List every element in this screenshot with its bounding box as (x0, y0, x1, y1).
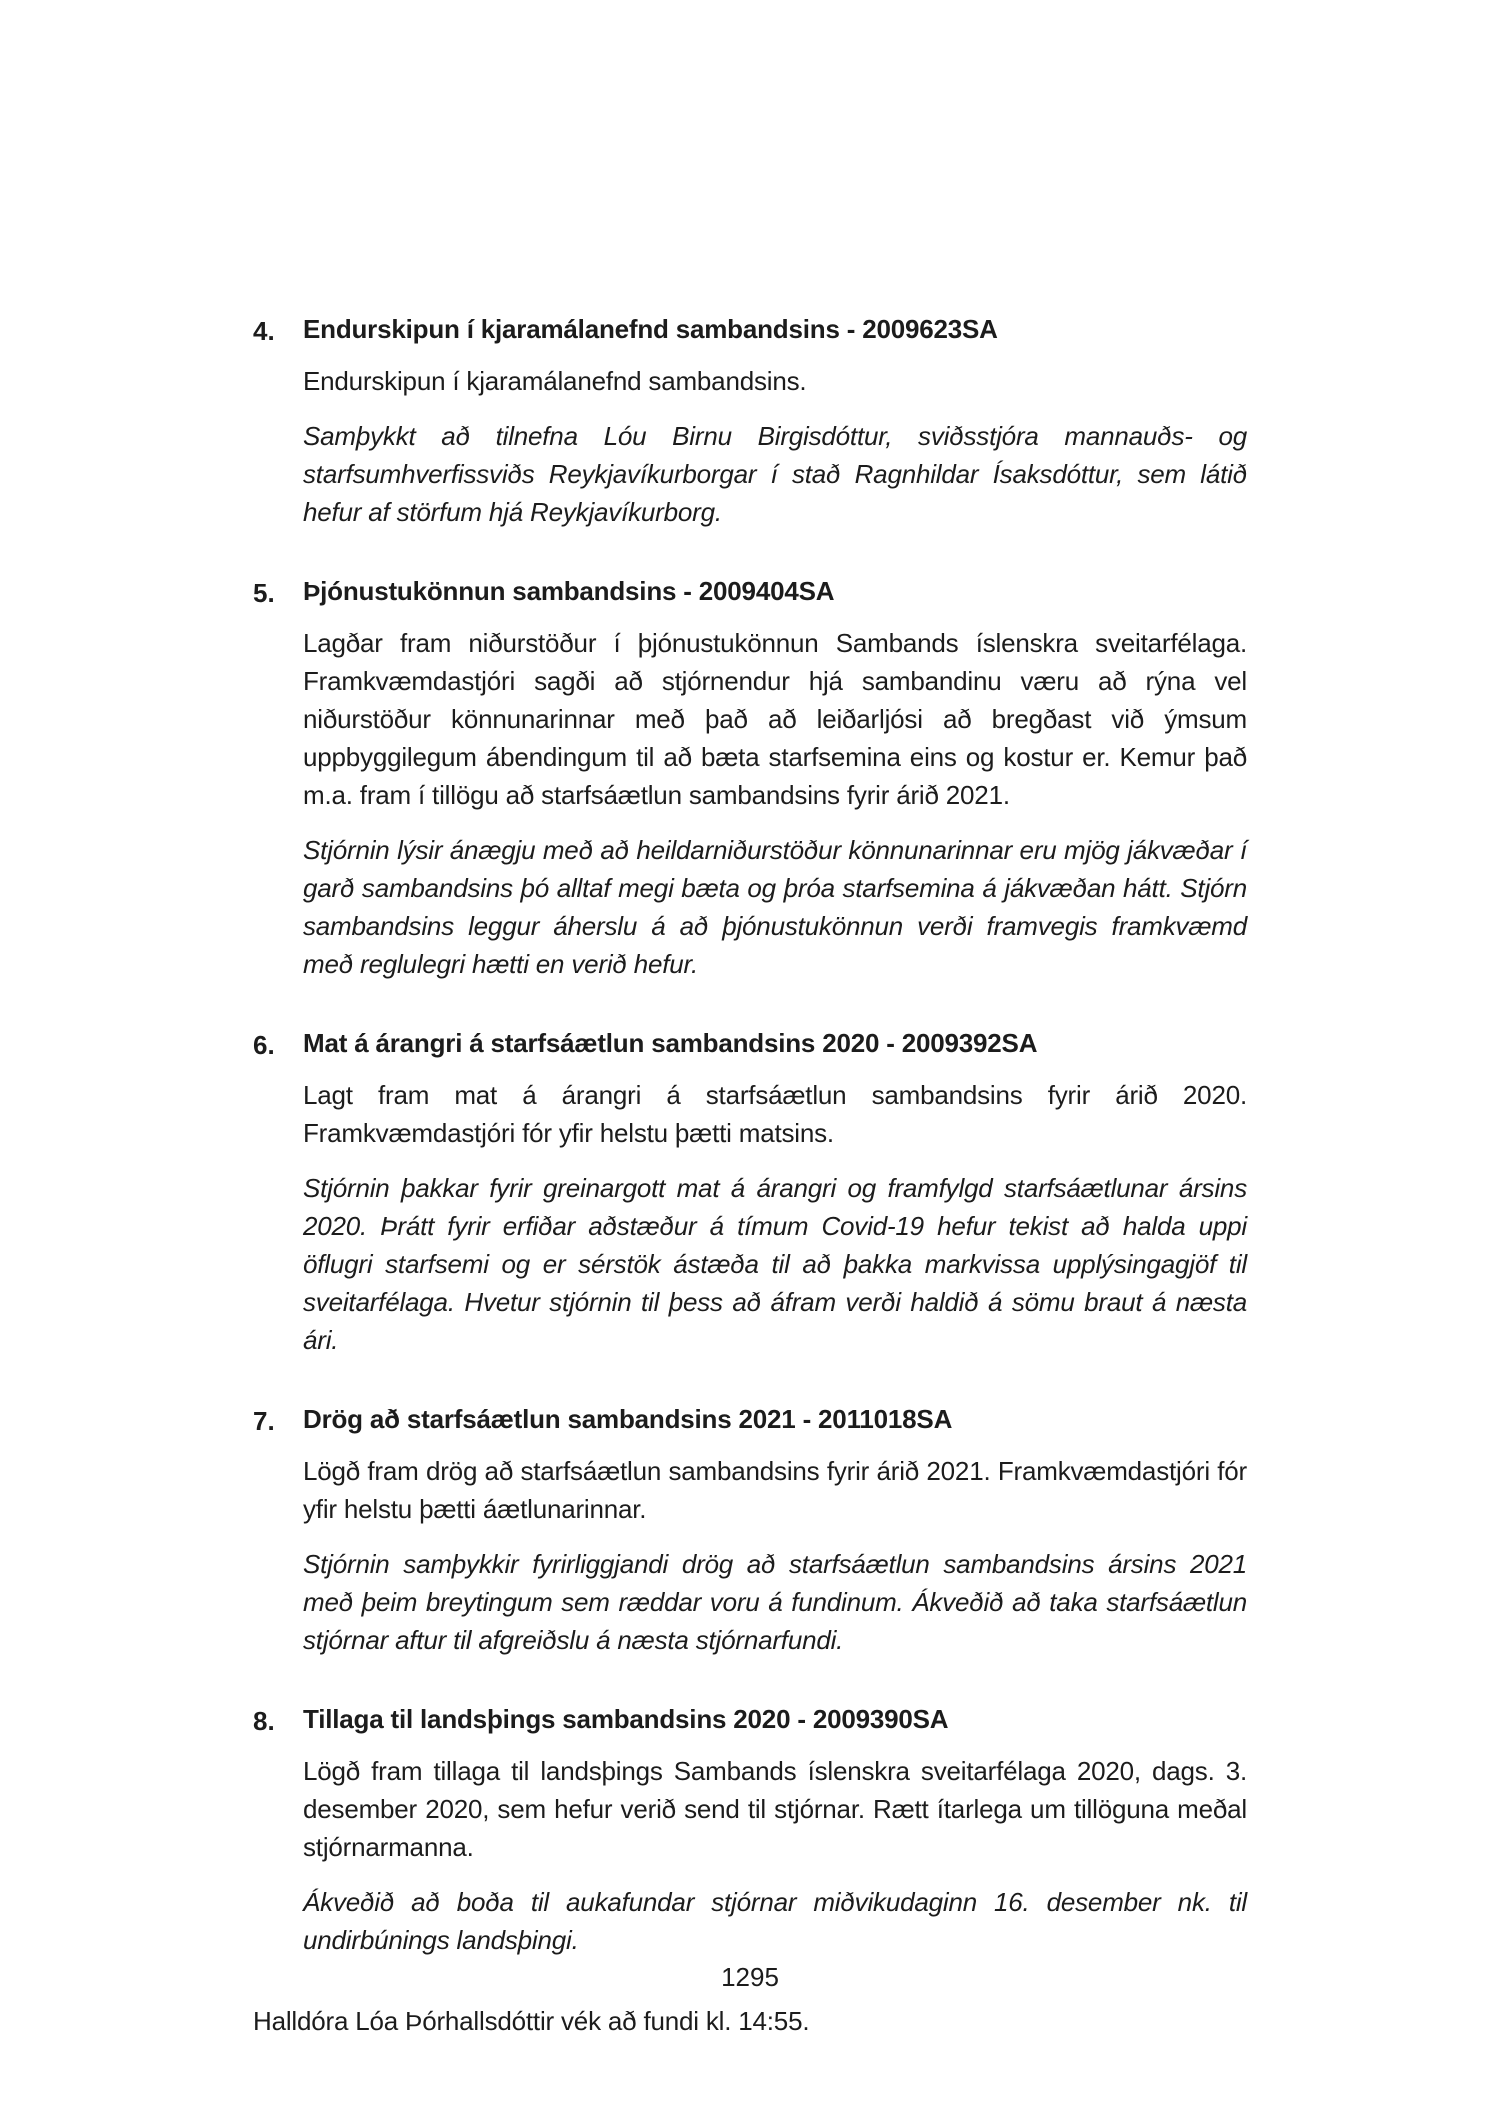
agenda-item-heading: Tillaga til landsþings sambandsins 2020 - 2009390SA (303, 1704, 949, 1734)
agenda-item-paragraph: Lagðar fram niðurstöður í þjónustukönnun Sambands íslenskra sveitarfélaga. Framkvæmdastjóri sagði að stjórnendur hjá sambandinu væru að rýna vel niðurstöður könnunarinnar með það að leiðarljósi að bregðast við ýmsum uppbyggilegum ábendingum til að bæta starfsemina eins og kostur er. Kemur það m.a. fram í tillögu að starfsáætlun sambandsins fyrir árið 2021. (303, 628, 1247, 810)
agenda-item-paragraph: Lögð fram tillaga til landsþings Sambands íslenskra sveitarfélaga 2020, dags. 3. desember 2020, sem hefur verið send til stjórnar. Rætt ítarlega um tillöguna meðal stjórnarmanna. (303, 1756, 1247, 1862)
agenda-item-heading: Drög að starfsáætlun sambandsins 2021 - 2011018SA (303, 1404, 953, 1434)
closing-note: Halldóra Lóa Þórhallsdóttir vék að fundi kl. 14:55. (253, 2006, 810, 2036)
agenda-item-number: 4. (253, 316, 275, 346)
agenda-item (253, 312, 1247, 548)
minutes-list (253, 312, 1247, 1976)
agenda-item-paragraph: Stjórnin samþykkir fyrirliggjandi drög að starfsáætlun sambandsins ársins 2021 með þeim breytingum sem ræddar voru á fundinum. Ákveðið að taka starfsáætlun stjórnar aftur til afgreiðslu á næsta stjórnarfundi. (303, 1549, 1247, 1655)
agenda-item-paragraph: Stjórnin lýsir ánægju með að heildarniðurstöður könnunarinnar eru mjög jákvæðar í garð sambandsins þó alltaf megi bæta og þróa starfsemina á jákvæðan hátt. Stjórn sambandsins leggur áherslu á að þjónustukönnun verði framvegis framkvæmd með reglulegri hætti en verið hefur. (303, 835, 1247, 979)
agenda-item-number: 5. (253, 578, 275, 608)
agenda-item (253, 1702, 1247, 1976)
agenda-item-body (303, 574, 1247, 1000)
agenda-item-body (303, 312, 1247, 548)
agenda-item-paragraph: Samþykkt að tilnefna Lóu Birnu Birgisdóttur, sviðsstjóra mannauðs- og starfsumhverfissviðs Reykjavíkurborgar í stað Ragnhildar Ísaksdóttur, sem látið hefur af störfum hjá Reykjavíkurborg. (303, 421, 1247, 527)
agenda-item-number: 6. (253, 1030, 275, 1060)
agenda-item-paragraph: Lögð fram drög að starfsáætlun sambandsins fyrir árið 2021. Framkvæmdastjóri fór yfir helstu þætti áætlunarinnar. (303, 1456, 1247, 1524)
agenda-item-body (303, 1026, 1247, 1376)
agenda-item-number: 7. (253, 1406, 275, 1436)
agenda-item-heading: Þjónustukönnun sambandsins - 2009404SA (303, 576, 835, 606)
agenda-item (253, 574, 1247, 1000)
agenda-item (253, 1402, 1247, 1676)
agenda-item-paragraph: Endurskipun í kjaramálanefnd sambandsins. (303, 366, 807, 396)
agenda-item-heading: Endurskipun í kjaramálanefnd sambandsins - 2009623SA (303, 314, 998, 344)
agenda-item-body (303, 1702, 1247, 1976)
agenda-item-number: 8. (253, 1706, 275, 1736)
agenda-item-heading: Mat á árangri á starfsáætlun sambandsins 2020 - 2009392SA (303, 1028, 1038, 1058)
agenda-item-paragraph: Ákveðið að boða til aukafundar stjórnar miðvikudaginn 16. desember nk. til undirbúnings landsþingi. (303, 1887, 1247, 1955)
agenda-item (253, 1026, 1247, 1376)
agenda-item-paragraph: Stjórnin þakkar fyrir greinargott mat á árangri og framfylgd starfsáætlunar ársins 2020. Þrátt fyrir erfiðar aðstæður á tímum Covid-19 hefur tekist að halda uppi öflugri starfsemi og er sérstök ástæða til að þakka markvissa upplýsingagjöf til sveitarfélaga. Hvetur stjórnin til þess að áfram verði haldið á sömu braut á næsta ári. (303, 1173, 1247, 1355)
agenda-item-body (303, 1402, 1247, 1676)
page-number: 1295 (721, 1962, 779, 1992)
agenda-item-paragraph: Lagt fram mat á árangri á starfsáætlun sambandsins fyrir árið 2020. Framkvæmdastjóri fór yfir helstu þætti matsins. (303, 1080, 1247, 1148)
